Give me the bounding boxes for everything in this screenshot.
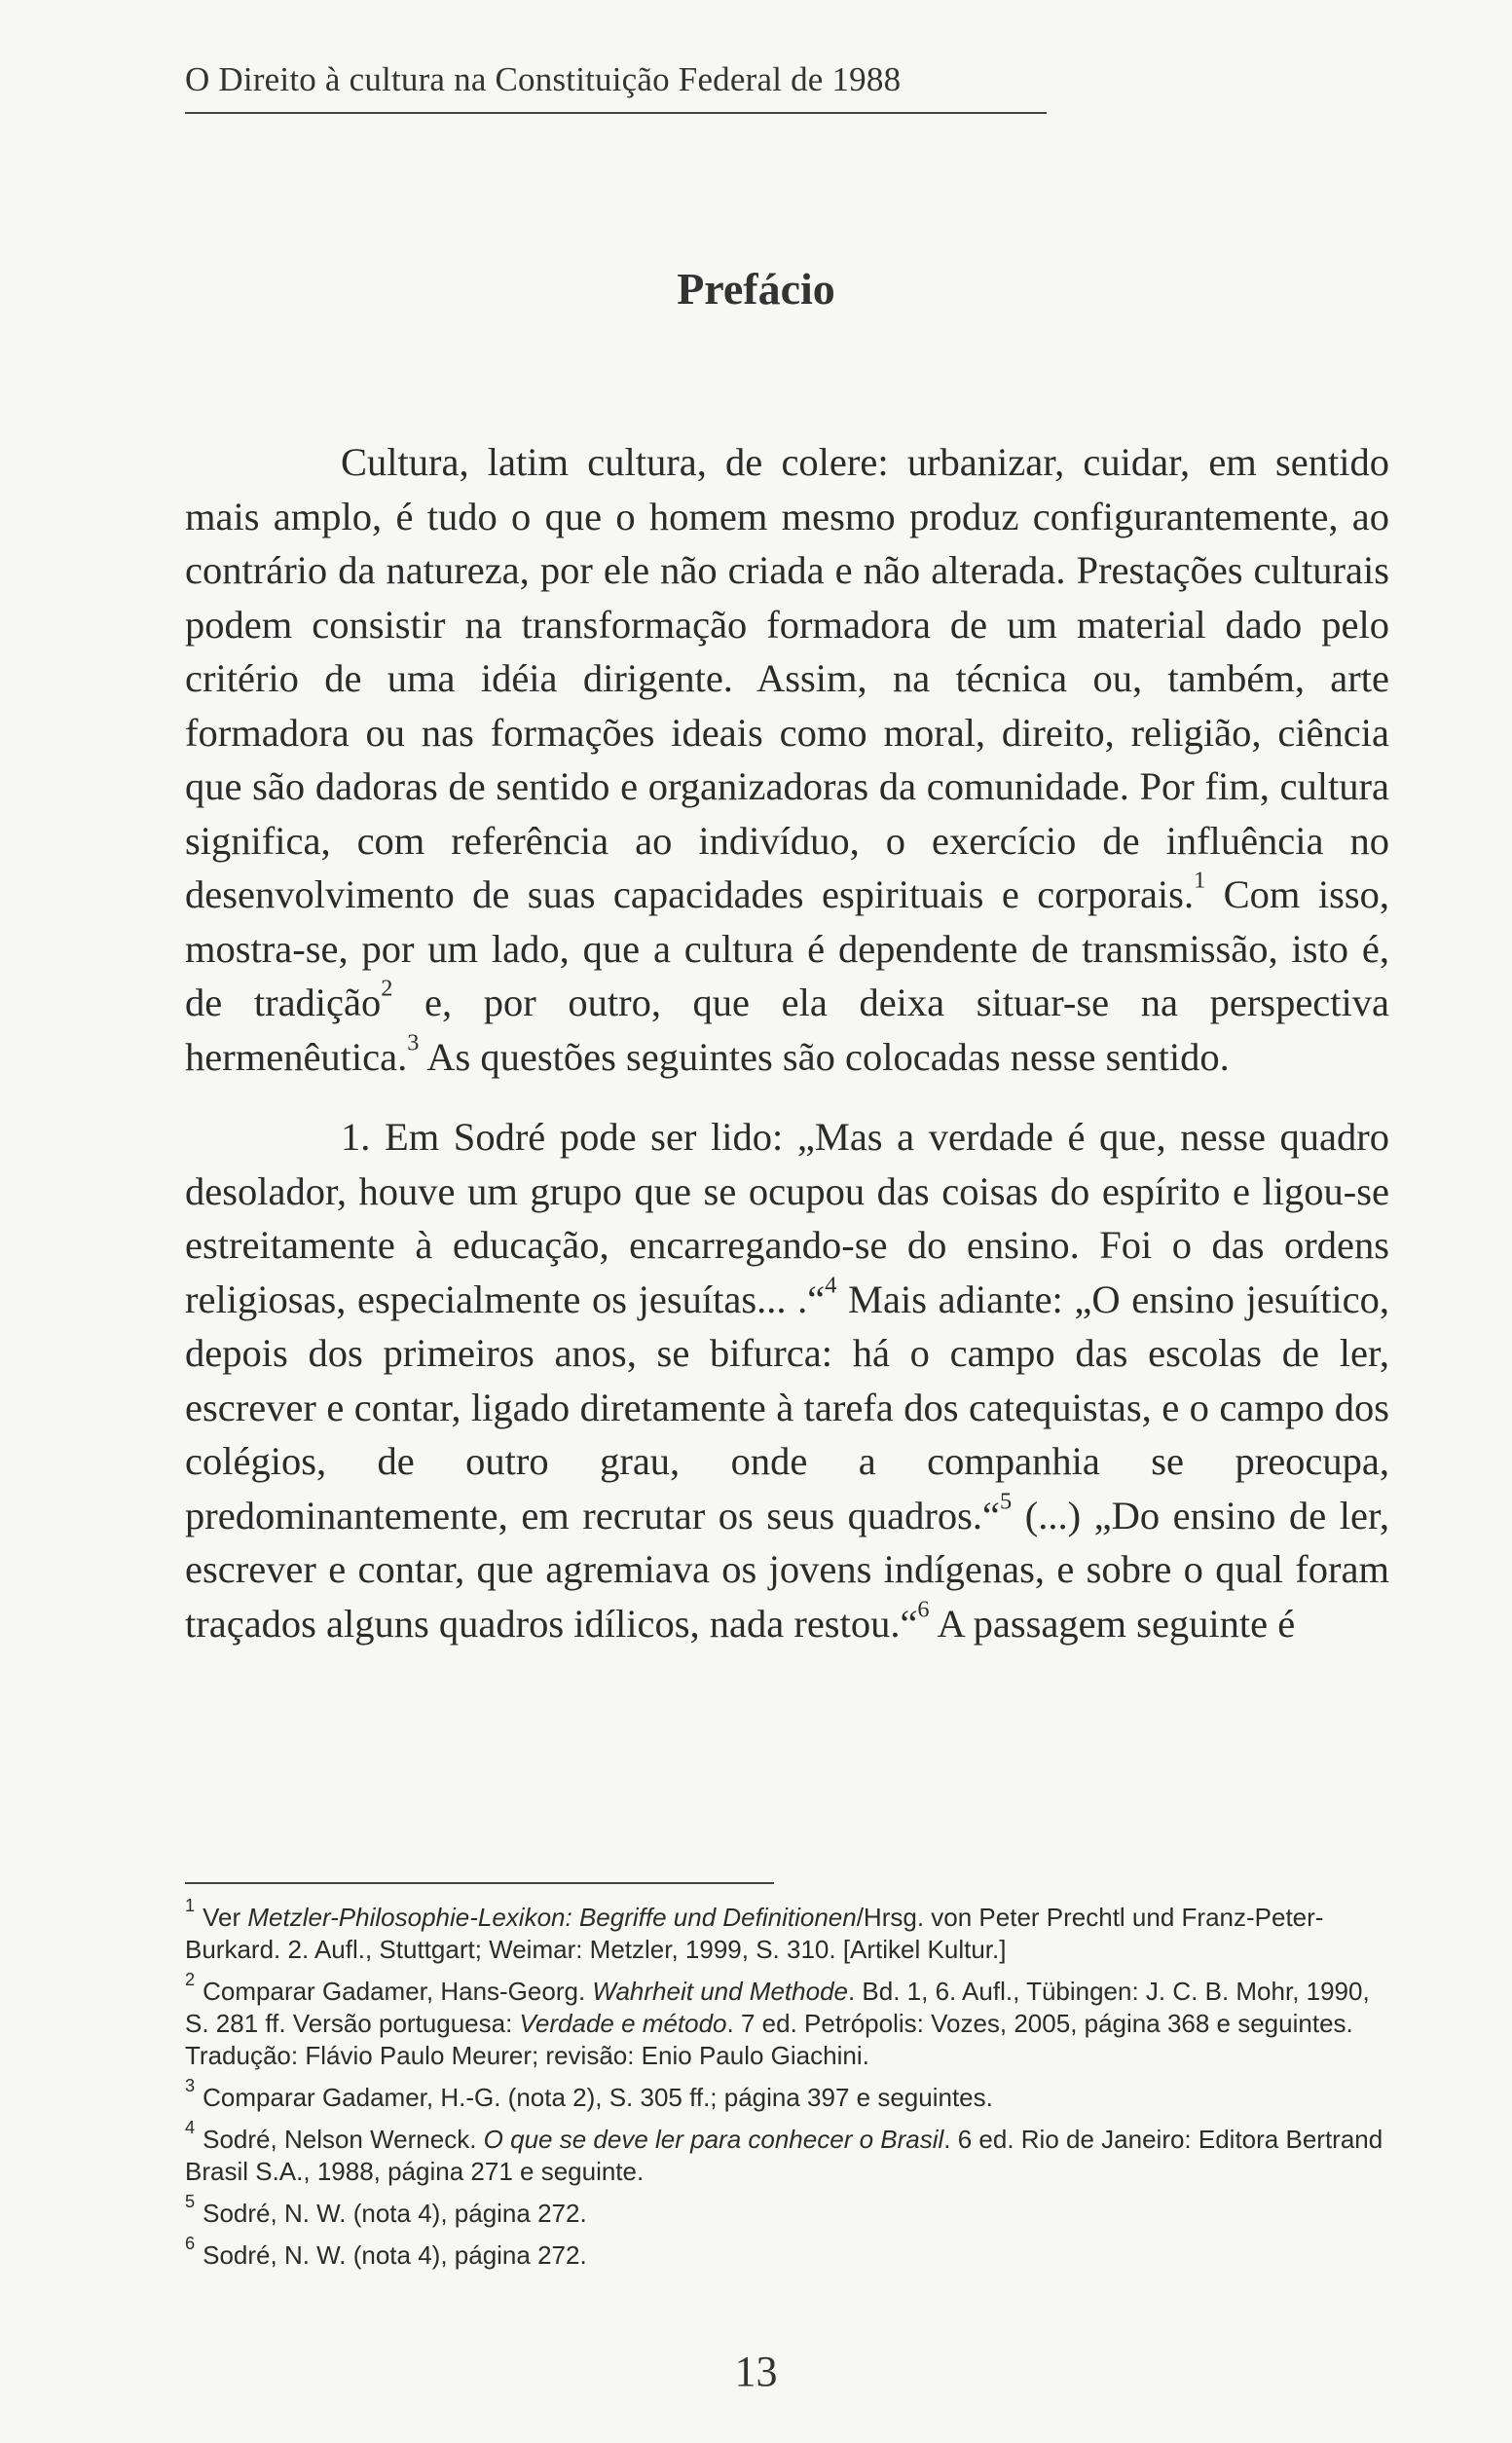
paragraph-text: Mais adiante: „O ensino jesuítico, depois dos primeiros anos, se bifurca: há o campo das escolas de ler, escrever e contar, ligado diretamente à tarefa dos catequistas, e o campo dos colégios, de outro grau, onde a companhia se preocupa, predominantemente, em recrutar os seus quadros.“ bbox=[185, 1277, 1389, 1537]
footnote-reference: 5 bbox=[1000, 1487, 1013, 1514]
footnote-reference: 4 bbox=[825, 1271, 837, 1298]
footnote-text: Ver bbox=[203, 1903, 248, 1932]
paragraph-text: e, por outro, que ela deixa situar-se na perspectiva hermenêutica. bbox=[185, 981, 1389, 1079]
paragraph bbox=[185, 435, 1389, 1084]
footnote-number: 5 bbox=[185, 2192, 196, 2212]
footnote bbox=[185, 1970, 1389, 2072]
footnote-text: Sodré, N. W. (nota 4), página 272. bbox=[203, 2199, 587, 2228]
footnote-text: . Bd. 1, 6. Aufl., Tübingen: J. C. B. Mohr, 1990, S. 281 ff. Versão portuguesa: bbox=[185, 1977, 1370, 2038]
footnote-italic-title: O que se deve ler para conhecer o Brasil bbox=[483, 2125, 944, 2154]
paragraph-text: Cultura, latim cultura, de colere: urbanizar, cuidar, em sentido mais amplo, é tudo o que o homem mesmo produz configurantemente, ao contrário da natureza, por ele não criada e não alterada. Prestações culturais podem consistir na transformação formadora de um material dado pelo critério de uma idéia dirigente. Assim, na técnica ou, também, arte formadora ou nas formações ideais como moral, direito, religião, ciência que são dadoras de sentido e organizadoras da comunidade. Por fim, cultura significa, com referência ao indivíduo, o exercício de influência no desenvolvimento de suas capacidades espirituais e corporais. bbox=[185, 440, 1389, 916]
footnote-text: Sodré, N. W. (nota 4), página 272. bbox=[203, 2240, 587, 2270]
footnote-text: Comparar Gadamer, H.-G. (nota 2), S. 305 ff.; página 397 e seguintes. bbox=[203, 2083, 993, 2112]
footnote-number: 6 bbox=[185, 2234, 196, 2254]
footnote bbox=[185, 2234, 1389, 2272]
footnote-rule bbox=[185, 1882, 774, 1884]
footnote-reference: 6 bbox=[917, 1595, 930, 1622]
footnote-number: 4 bbox=[185, 2118, 196, 2138]
footnote-reference: 3 bbox=[407, 1028, 420, 1055]
footnote-reference: 2 bbox=[381, 975, 393, 1002]
page-number: 13 bbox=[734, 2348, 778, 2395]
paragraph-text: Com isso, mostra-se, por um lado, que a cultura é dependente de transmissão, isto é, de tradição bbox=[185, 872, 1389, 1024]
chapter-title: Prefácio bbox=[677, 264, 835, 314]
footnote-number: 3 bbox=[185, 2076, 196, 2096]
footnote-italic-title: Metzler-Philosophie-Lexikon: Begriffe und Definitionen bbox=[247, 1903, 857, 1932]
body-text bbox=[185, 435, 1389, 1650]
footnote bbox=[185, 2118, 1389, 2188]
paragraph bbox=[185, 1110, 1389, 1650]
footnote bbox=[185, 2192, 1389, 2230]
footnote-italic-title: Wahrheit und Methode bbox=[592, 1977, 848, 2006]
footnote-text: Comparar Gadamer, Hans-Georg. bbox=[203, 1977, 593, 2006]
paragraph-text: A passagem seguinte é bbox=[929, 1601, 1296, 1646]
paragraph-text: As questões seguintes são colocadas nesse sentido. bbox=[419, 1034, 1230, 1079]
paragraph-text: 1. Em Sodré pode ser lido: „Mas a verdade é que, nesse quadro desolador, houve um grupo que se ocupou das coisas do espírito e ligou-se estreitamente à educação, encarregando-se do ensino. Foi o das ordens religiosas, especialmente os jesuítas... .“ bbox=[185, 1115, 1389, 1321]
footnote-text: Sodré, Nelson Werneck. bbox=[203, 2125, 484, 2154]
footnote-italic-title: Verdade e método bbox=[519, 2009, 727, 2038]
footnote bbox=[185, 1896, 1389, 1966]
footnote-text: . 7 ed. Petrópolis: Vozes, 2005, página 368 e seguintes. Tradução: Flávio Paulo Meurer; revisão: Enio Paulo Giachini. bbox=[185, 2009, 1353, 2070]
footnotes bbox=[185, 1896, 1389, 2281]
footnote-text: . 6 ed. Rio de Janeiro: Editora Bertrand Brasil S.A., 1988, página 271 e seguinte. bbox=[185, 2125, 1383, 2186]
footnote-number: 1 bbox=[185, 1896, 196, 1916]
paragraph-text: (...) „Do ensino de ler, escrever e contar, que agremiava os jovens indígenas, e sobre o qual foram traçados alguns quadros idílicos, nada restou.“ bbox=[185, 1493, 1389, 1646]
header-rule bbox=[185, 112, 1047, 114]
footnote-text: /Hrsg. von Peter Prechtl und Franz-Peter-Burkard. 2. Aufl., Stuttgart; Weimar: Metzler, 1999, S. 310. [Artikel Kultur.] bbox=[185, 1903, 1324, 1964]
footnote bbox=[185, 2076, 1389, 2114]
footnote-number: 2 bbox=[185, 1970, 196, 1990]
footnote-reference: 1 bbox=[1194, 867, 1206, 894]
running-header: O Direito à cultura na Constituição Federal de 1988 bbox=[185, 60, 902, 98]
